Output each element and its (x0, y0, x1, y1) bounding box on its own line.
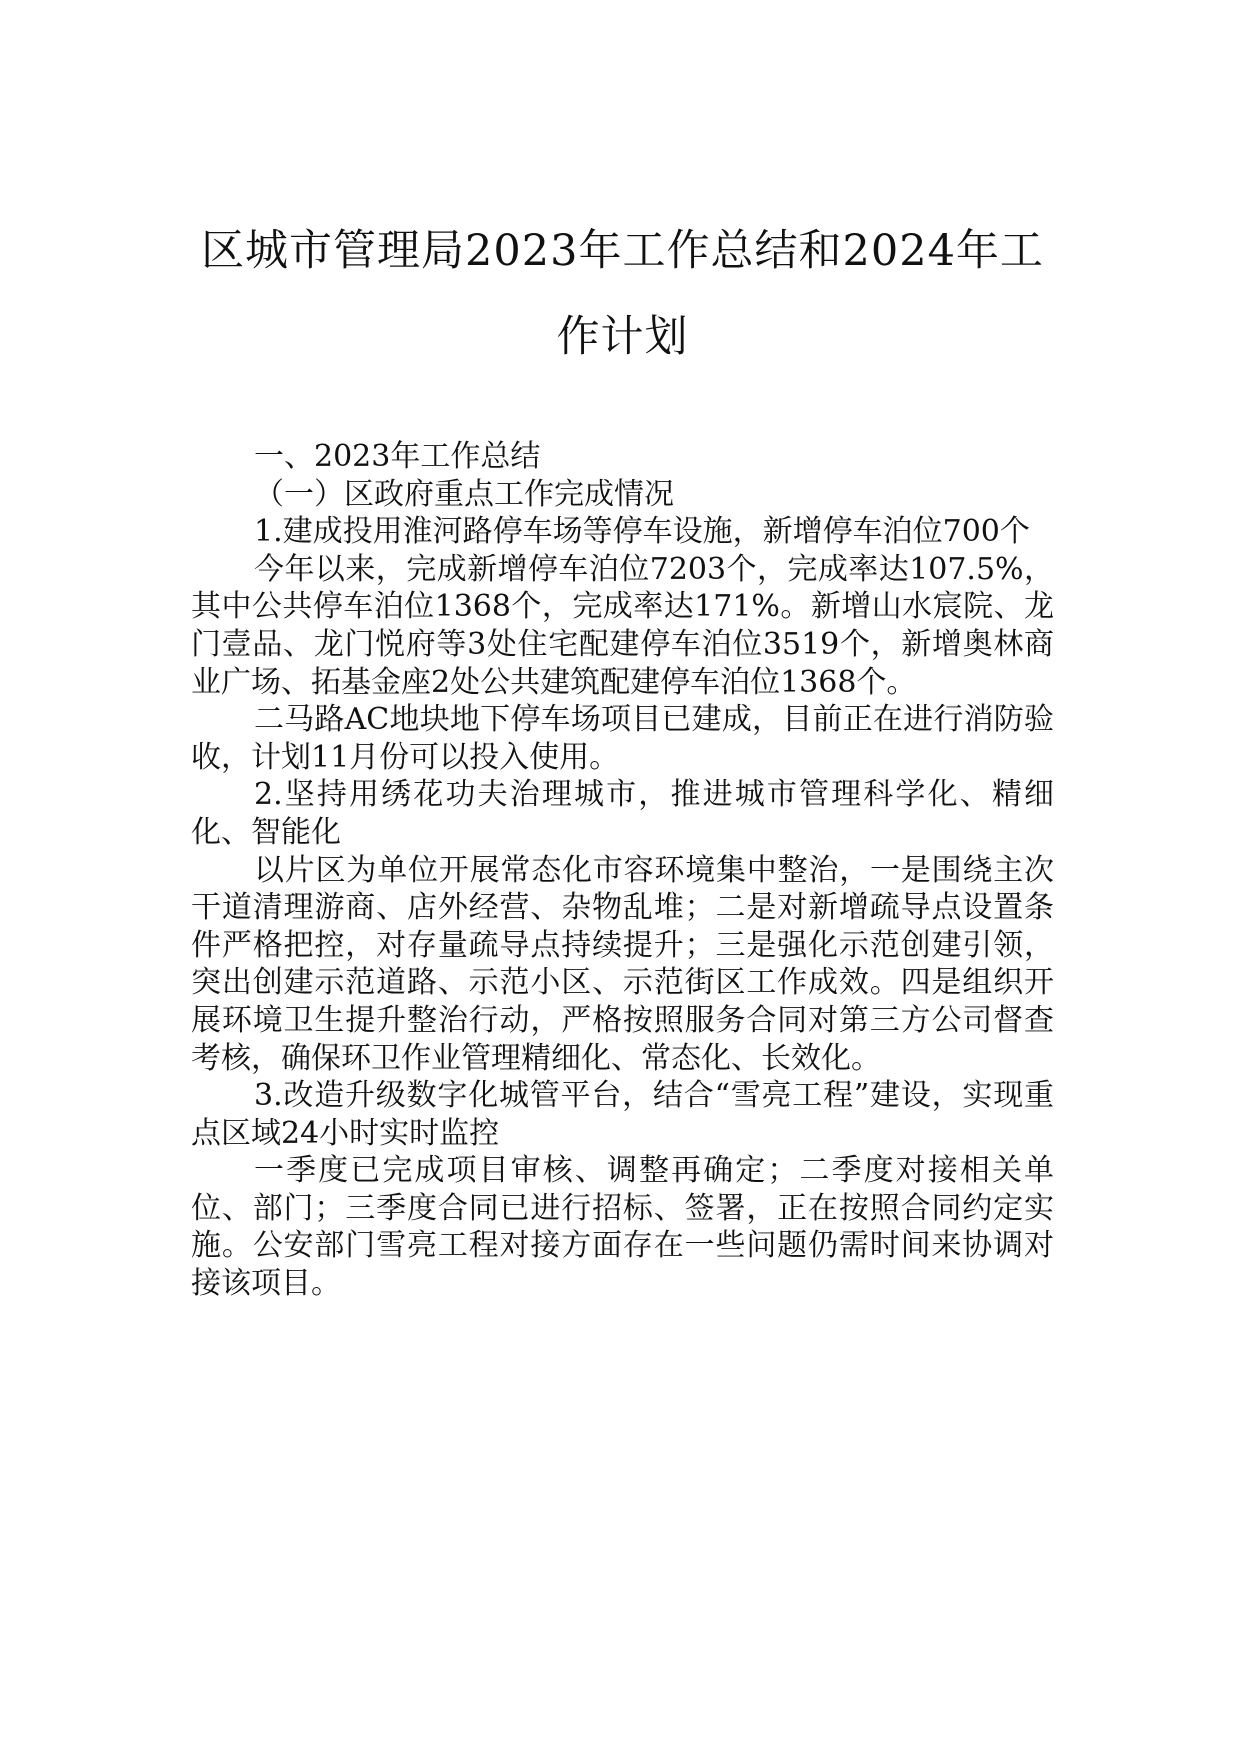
paragraph-parking-details: 今年以来，完成新增停车泊位7203个，完成率达107.5%，其中公共停车泊位1368个，完成率达171%。新增山水宸院、龙门壹品、龙门悦府等3处住宅配建停车泊位3519个，新增奥林商业广场、拓基金座2处公共建筑配建停车泊位1368个。 (191, 551, 1054, 700)
item-heading-parking: 1.建成投用淮河路停车场等停车设施，新增停车泊位700个 (254, 514, 1030, 550)
document-title: 区城市管理局2023年工作总结和2024年工作计划 (201, 226, 1044, 362)
item-heading-city-management: 2.坚持用绣花功夫治理城市，推进城市管理科学化、精细化、智能化 (191, 777, 1054, 850)
item-heading-digital-platform: 3.改造升级数字化城管平台，结合“雪亮工程”建设，实现重点区域24小时实时监控 (191, 1078, 1054, 1151)
section-heading-summary: 一、2023年工作总结 (254, 439, 541, 474)
subsection-heading-key-work: （一）区政府重点工作完成情况 (254, 476, 674, 512)
document-body (191, 438, 1054, 1303)
paragraph-environment-rectification: 以片区为单位开展常态化市容环境集中整治，一是围绕主次干道清理游商、店外经营、杂物乱堆；二是对新增疏导点设置条件严格把控，对存量疏导点持续提升；三是强化示范创建引领，突出创建示范道路、示范小区、示范街区工作成效。四是组织开展环境卫生提升整治行动，严格按照服务合同对第三方公司督查考核，确保环卫作业管理精细化、常态化、长效化。 (191, 852, 1054, 1076)
paragraph-ac-parking: 二马路AC地块地下停车场项目已建成，目前正在进行消防验收，计划11月份可以投入使用。 (191, 702, 1054, 775)
paragraph-platform-progress: 一季度已完成项目审核、调整再确定；二季度对接相关单位、部门；三季度合同已进行招标、签署，正在按照合同约定实施。公安部门雪亮工程对接方面存在一些问题仍需时间来协调对接该项目。 (191, 1153, 1054, 1302)
